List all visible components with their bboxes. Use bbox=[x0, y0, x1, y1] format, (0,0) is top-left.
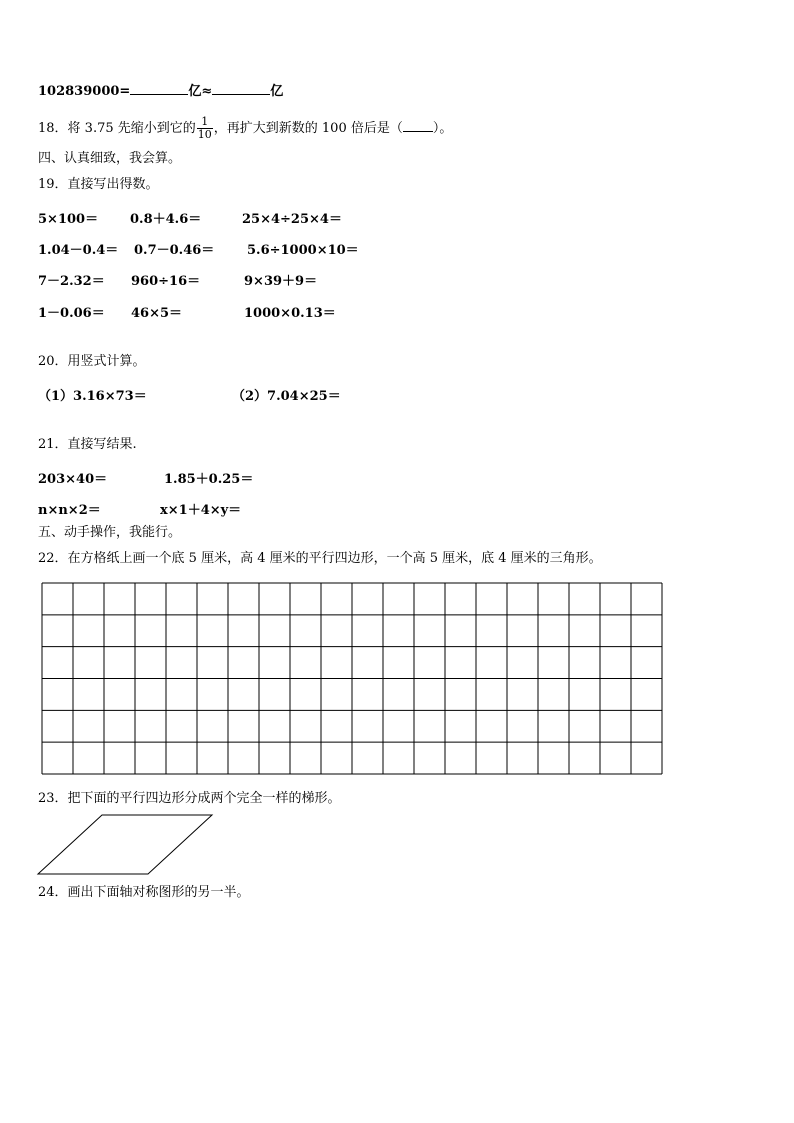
q17-unit-1: 亿≈ bbox=[188, 84, 213, 99]
section-4-heading: 四、认真细致，我会算。 bbox=[38, 151, 182, 166]
q18-frac-num: 1 bbox=[197, 116, 213, 129]
q18-frac-den: 10 bbox=[197, 128, 212, 141]
q19-cell: 0.8＋4.6＝ bbox=[130, 212, 202, 227]
q19-cell: 0.7－0.46＝ bbox=[134, 243, 215, 258]
q19-cell: 960÷16＝ bbox=[131, 274, 201, 289]
q21-cell: x×1＋4×y＝ bbox=[160, 503, 242, 518]
q19-cell: 9×39＋9＝ bbox=[244, 274, 318, 289]
q18-prefix: 18．将 3.75 先缩小到它的 bbox=[38, 121, 196, 136]
q23-title: 23．把下面的平行四边形分成两个完全一样的梯形。 bbox=[38, 791, 341, 806]
q17-blank-1[interactable] bbox=[130, 83, 188, 95]
q19-cell: 1000×0.13＝ bbox=[244, 306, 336, 321]
q21-cell: 1.85＋0.25＝ bbox=[164, 472, 254, 487]
q20-title: 20．用竖式计算。 bbox=[38, 354, 146, 369]
q19-cell: 7－2.32＝ bbox=[38, 274, 105, 289]
q19-cell: 1－0.06＝ bbox=[38, 306, 105, 321]
parallelogram-figure bbox=[36, 813, 216, 877]
q19-cell: 25×4÷25×4＝ bbox=[242, 212, 342, 227]
q20-item: （1）3.16×73＝ bbox=[38, 389, 147, 404]
q18-fraction bbox=[197, 116, 213, 141]
q24-title: 24．画出下面轴对称图形的另一半。 bbox=[38, 885, 250, 900]
q17-blank-2[interactable] bbox=[212, 83, 270, 95]
grid-paper[interactable] bbox=[41, 582, 663, 775]
q20-item: （2）7.04×25＝ bbox=[232, 389, 341, 404]
q19-cell: 5.6÷1000×10＝ bbox=[247, 243, 359, 258]
q17-number: 102839000= bbox=[38, 84, 131, 99]
q21-cell: 203×40＝ bbox=[38, 472, 108, 487]
q18-suffix: ，再扩大到新数的 100 倍后是（ bbox=[213, 121, 403, 136]
q19-cell: 46×5＝ bbox=[131, 306, 183, 321]
q19-cell: 1.04－0.4＝ bbox=[38, 243, 119, 258]
q18-line bbox=[38, 116, 452, 142]
q17-unit-2: 亿 bbox=[270, 84, 284, 99]
q19-cell: 5×100＝ bbox=[38, 212, 99, 227]
q18-answer-blank[interactable] bbox=[403, 120, 433, 132]
q21-title: 21．直接写结果. bbox=[38, 437, 137, 452]
q18-close: ）。 bbox=[432, 121, 453, 136]
q21-cell: n×n×2＝ bbox=[38, 503, 101, 518]
q22-title: 22．在方格纸上画一个底 5 厘米，高 4 厘米的平行四边形，一个高 5 厘米，底 4 厘米的三角形。 bbox=[38, 551, 602, 566]
q19-title: 19．直接写出得数。 bbox=[38, 177, 159, 192]
section-5-heading: 五、动手操作，我能行。 bbox=[38, 525, 182, 540]
q17-line bbox=[38, 83, 283, 100]
